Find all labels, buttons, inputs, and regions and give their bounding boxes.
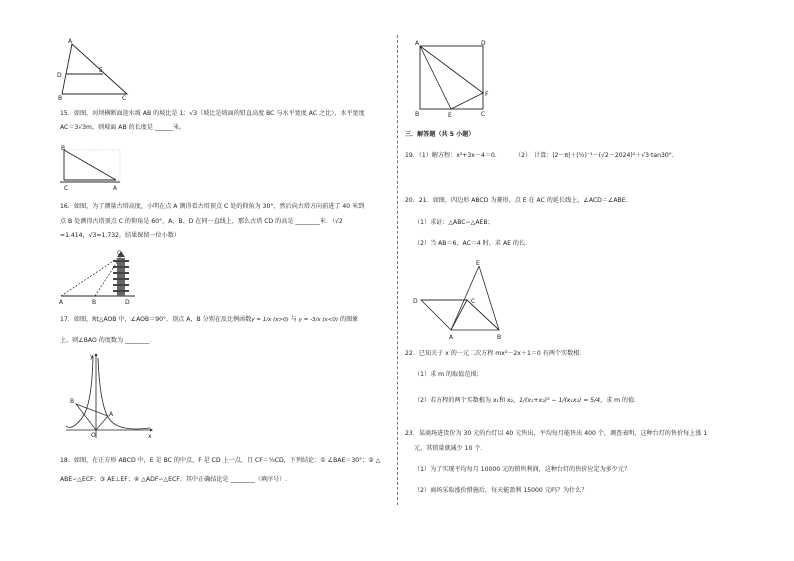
q18-line1: 18．如图，在正方形 ABCD 中，E 是 BC 的中点，F 是 CD 上一点，且 CF＝¼CD，下列结论：① ∠BAE＝30°；② △ (60, 457, 381, 464)
q15-line2: AC＝3√3m，则坡面 AB 的长度是 ______米。 (60, 124, 186, 131)
section-heading-3: 三．解答题（共 5 小题） (405, 131, 475, 138)
q18-label-d: D (481, 40, 486, 47)
q16-pagoda-figure (55, 248, 145, 306)
q22-line3b: ，求 m 的值． (600, 397, 641, 404)
q15-line1: 15．如图，河坝横断面迎水坡 AB 的坡比是 1：√3（坡比是坡面的铅直高度 BC 与水平宽度 AC 之比），水平宽度 (60, 110, 365, 117)
q17-function-2: y = -3/x (x<0) (298, 317, 339, 323)
q17-label-x: x (148, 433, 152, 440)
q22-formula: 1/(x₁+x₂)² − 1/(x₁x₂) = 5/4 (519, 397, 601, 404)
q14-label-a: A (68, 38, 73, 45)
q18-label-f: F (485, 91, 489, 98)
q17-label-o: O (91, 432, 96, 439)
q14-label-c: C (122, 95, 127, 102)
q15-slope-figure (60, 146, 122, 192)
q18-label-b: B (415, 111, 420, 118)
q14-label-b: B (58, 95, 63, 102)
q18-label-a: A (415, 40, 420, 47)
q20-label-b: B (497, 334, 502, 341)
q23-line3: （1）为了实现平均每月 10000 元的销售利润，这种台灯的售价应定为多少元？ (414, 466, 631, 473)
q17-label-a: A (109, 411, 114, 418)
q16-label-d: D (125, 299, 130, 306)
pagoda-icon (113, 251, 129, 296)
q22-line3 (414, 397, 640, 405)
q17-label-b: B (70, 398, 75, 405)
q16-line3: ≈1.414，√3≈1.732，结果保留一位小数） (60, 232, 180, 239)
q18-label-e: E (448, 112, 452, 119)
q15-label-c: C (64, 185, 69, 192)
q20-label-c: C (471, 298, 476, 305)
q17-line1b: 的图象 (340, 316, 359, 323)
q17-line2: 上，则∠BAO 的度数为 ________． (60, 337, 156, 344)
q16-line2: 点 B 处测得古塔顶点 C 的仰角是 60°，A、B、D 在同一直线上，那么古塔 CD 的高是 ________米．（√2 (60, 218, 343, 225)
q15-label-a: A (113, 185, 118, 192)
q20-line2: （1）求证：△ABC∽△AEB； (414, 219, 494, 226)
q17-hyperbola-figure (62, 350, 154, 442)
q23-line1: 23．某商场进货价为 30 元的台灯以 40 元售出，平均每月能售出 400 个，调查表明，这种台灯的售价每上涨 1 (405, 430, 708, 437)
q20-rhombus-figure (411, 258, 507, 342)
q20-label-a: A (449, 334, 454, 341)
q18-label-c: C (481, 111, 486, 118)
q15-label-b: B (61, 145, 66, 152)
q16-line1: 16．如图，为了测量古塔高度，小明在点 A 测得看古塔顶点 C 处的仰角为 30°，然后向古塔方向前进了 40 米到 (60, 203, 365, 210)
q17-line1a: 17．如图，Rt△AOB 中，∠AOB＝90°，顶点 A，B 分别在反比例函数 (60, 316, 252, 323)
right-column (397, 0, 794, 561)
q19-part1: 19．（1）解方程：x²+3x－4＝0． (405, 152, 501, 159)
q23-line2: 元，其销量就减少 10 个． (414, 445, 487, 452)
q16-label-b: B (92, 299, 97, 306)
q16-label-c: C (117, 250, 122, 257)
q17-label-y: y (90, 353, 94, 360)
q17-mid: 与 (290, 316, 297, 323)
q14-triangle-figure (55, 38, 130, 100)
q23-line4: （2）商场采取涨价措施后，每天能盈利 15000 元吗？为什么？ (414, 487, 588, 494)
q22-line3a: （2）若方程的两个实数根为 x₁和 x₂， (414, 397, 520, 404)
q17-function-1: y = 1/x (x>0) (251, 317, 289, 323)
q20-label-d: D (413, 298, 418, 305)
q17-line1 (60, 316, 358, 324)
q18-square-figure (415, 40, 491, 118)
q20-line1: 20．21．如图，四边形 ABCD 为菱形，点 E 在 AC 的延长线上，∠ACD＝∠ABE． (405, 197, 632, 204)
q20-label-e: E (476, 260, 480, 267)
q14-label-d: D (57, 72, 62, 79)
q18-line2: ABE∽△ECF；③ AE⊥EF；④ △ADF∽△ECF．其中正确结论是 ________（填序号）. (60, 476, 288, 483)
q19-part2: （2） 计算：|2－π|＋(½)⁻¹－(√2－2024)⁰＋√3·tan30°. (515, 152, 674, 159)
q16-label-a: A (59, 299, 64, 306)
q22-line1: 22．已知关于 x 的一元二次方程 mx²－2x＋1＝0 有两个实数根． (405, 350, 586, 357)
q20-line3: （2）当 AB＝6，AC＝4 时，求 AE 的长． (414, 240, 532, 247)
q22-line2: （1）求 m 的取值范围； (414, 371, 483, 378)
q14-label-e: E (99, 67, 103, 74)
